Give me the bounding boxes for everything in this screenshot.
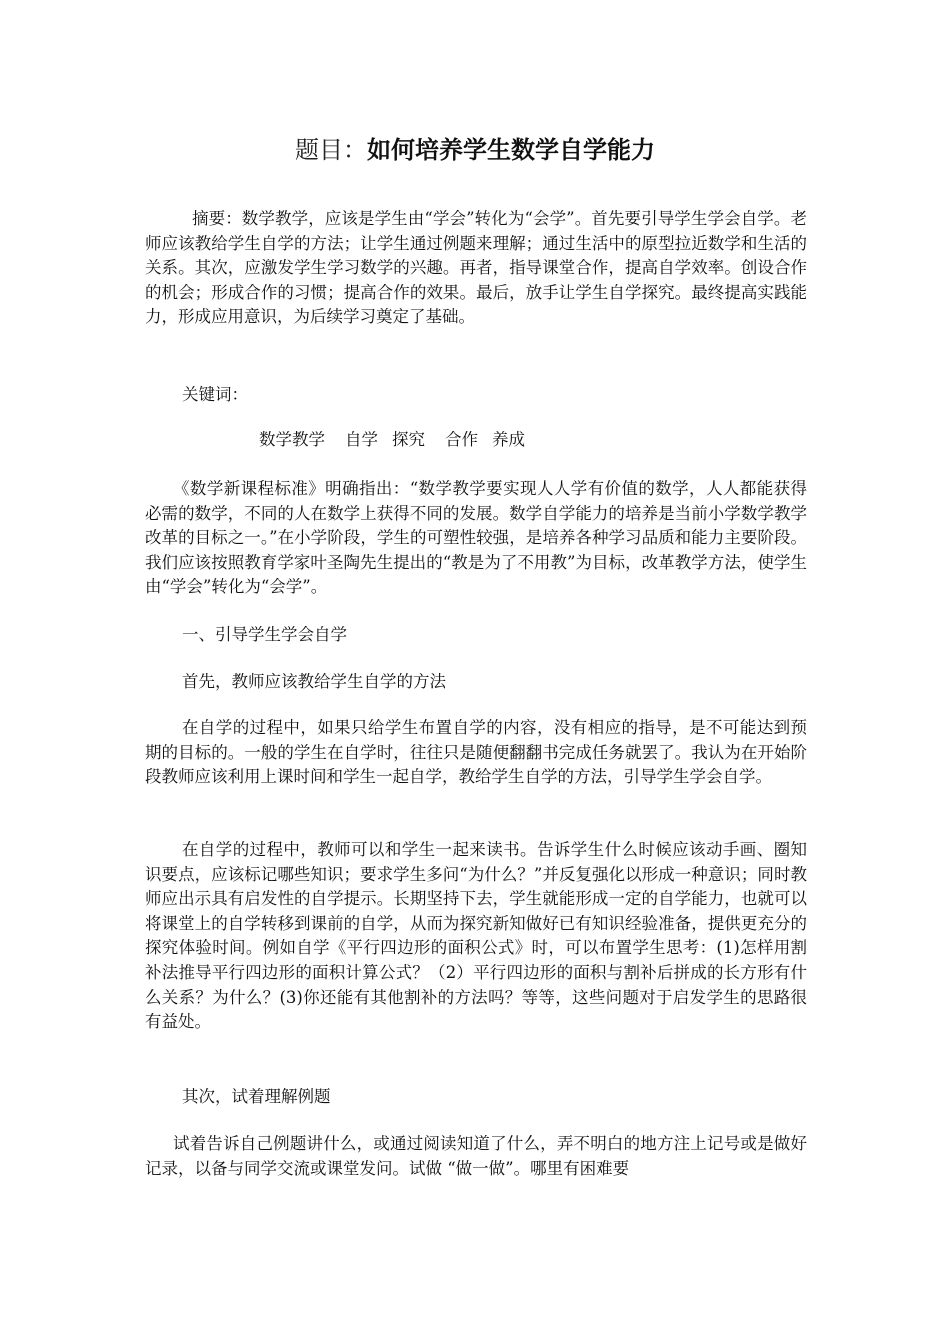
section-heading: 一、引导学生学会自学 [182, 625, 347, 644]
title-main: 如何培养学生数学自学能力 [367, 135, 655, 164]
abstract-paragraph: 摘要：数学教学，应该是学生由“学会”转化为“会学”。首先要引导学生学会自学。老师应该教给学生自学的方法；让学生通过例题来理解；通过生活中的原型拉近数学和生活的关系。其次，应激发学生学习数学的兴趣。再者，指导课堂合作，提高自学效率。创设合作的机会；形成合作的习惯；提高合作的效果。最后，放手让学生自学探究。最终提高实践能力，形成应用意识，为后续学习奠定了基础。 [145, 209, 807, 327]
keyword: 合作 [445, 430, 478, 449]
page-title [0, 133, 950, 167]
title-prefix: 题目： [295, 136, 367, 164]
keywords-label: 关键词： [182, 385, 248, 404]
keyword: 自学 [345, 430, 378, 449]
body-paragraph: 在自学的过程中，如果只给学生布置自学的内容，没有相应的指导，是不可能达到预期的目标的。一般的学生在自学时，往往只是随便翻翻书完成任务就罢了。我认为在开始阶段教师应该利用上课时间和学生一起自学，教给学生自学的方法，引导学生学会自学。 [145, 718, 807, 787]
keyword: 养成 [492, 430, 525, 449]
body-paragraph: 在自学的过程中，教师可以和学生一起来读书。告诉学生什么时候应该动手画、圈知识要点，应该标记哪些知识；要求学生多问“为什么？”并反复强化以形成一种意识；同时教师应出示具有启发性的自学提示。长期坚持下去，学生就能形成一定的自学能力，也就可以将课堂上的自学转移到课前的自学，从而为探究新知做好已有知识经验准备，提供更充分的探究体验时间。例如自学《平行四边形的面积公式》时，可以布置学生思考：(1)怎样用割补法推导平行四边形的面积计算公式？（2）平行四边形的面积与割补后拼成的长方形有什么关系？为什么？(3)你还能有其他割补的方法吗？等等，这些问题对于启发学生的思路很有益处。 [145, 840, 807, 1032]
body-paragraph: 试着告诉自己例题讲什么，或通过阅读知道了什么，弄不明白的地方注上记号或是做好记录，以备与同学交流或课堂发问。试做 “做一做”。哪里有困难要 [145, 1134, 807, 1178]
subsection-heading: 其次，试着理解例题 [182, 1087, 331, 1106]
keyword: 数学教学 [259, 430, 325, 449]
subsection-heading: 首先，教师应该教给学生自学的方法 [182, 672, 446, 691]
intro-paragraph: 《数学新课程标准》明确指出：“数学教学要实现人人学有价值的数学，人人都能获得必需的数学，不同的人在数学上获得不同的发展。数学自学能力的培养是当前小学数学教学改革的目标之一。”在小学阶段，学生的可塑性较强，是培养各种学习品质和能力主要阶段。我们应该按照教育学家叶圣陶先生提出的“教是为了不用教”为目标，改革教学方法，使学生由“学会”转化为“会学”。 [145, 479, 807, 597]
keywords-list [259, 428, 525, 453]
keyword: 探究 [392, 430, 425, 449]
